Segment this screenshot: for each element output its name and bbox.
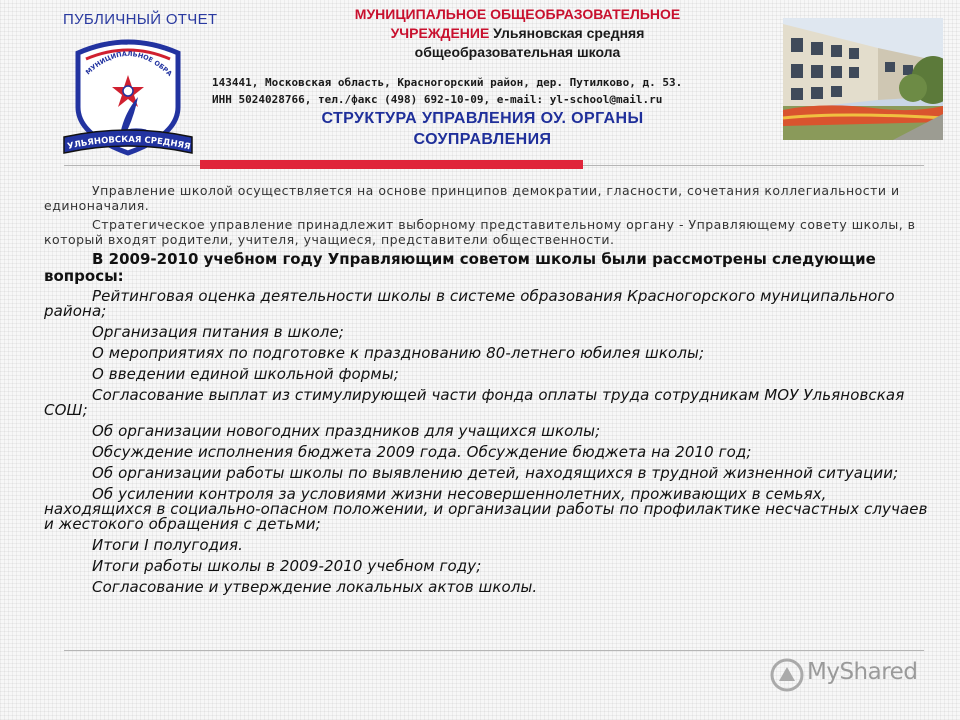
list-item: Согласование выплат из стимулирующей части фонда оплаты труда сотрудникам МОУ Ульяновская СОШ; xyxy=(44,386,905,419)
contact-address xyxy=(212,74,792,108)
org-title-line1: МУНИЦИПАЛЬНОЕ ОБЩЕОБРАЗОВАТЕЛЬНОЕ xyxy=(354,6,681,22)
list-item: О мероприятиях по подготовке к празднованию 80-летнего юбилея школы; xyxy=(92,344,705,362)
issues-heading: В 2009-2010 учебном году Управляющим советом школы были рассмотрены следующие вопросы: xyxy=(44,250,876,285)
list-item: Об усилении контроля за условиями жизни несовершеннолетних, проживающих в семьях, находящихся в социально-опасном положении, и организации работы по профилактике несчастных случаев и жестокого обращения с детьми; xyxy=(44,485,928,533)
list-item: Итоги работы школы в 2009-2010 учебном году; xyxy=(92,557,482,575)
list-item: Рейтинговая оценка деятельности школы в системе образования Красногорского муниципального района; xyxy=(44,287,895,320)
organization-title xyxy=(300,5,735,62)
svg-text:МУНИЦИПАЛЬНОЕ ОБРАЗОВАТЕЛЬНОЕ: МУНИЦИПАЛЬНОЕ ОБРА xyxy=(84,49,174,78)
accent-bar xyxy=(200,160,583,169)
school-building-photo xyxy=(783,18,943,140)
list-item: Об организации новогодних праздников для учащихся школы; xyxy=(92,422,601,440)
watermark-text: MyShared xyxy=(807,659,918,685)
list-item: Итоги I полугодия. xyxy=(92,536,243,554)
list-item: Обсуждение исполнения бюджета 2009 года. Обсуждение бюджета на 2010 год; xyxy=(92,443,752,461)
inn-contact-line: ИНН 5024028766, тел./факс (498) 692-10-09, e-mail: yl-school@mail.ru xyxy=(212,93,663,106)
school-emblem-logo xyxy=(58,35,198,160)
list-item: Об организации работы школы по выявлению детей, находящихся в трудной жизненной ситуации; xyxy=(92,464,899,482)
list-item: Согласование и утверждение локальных актов школы. xyxy=(92,578,538,596)
myshared-watermark xyxy=(769,657,929,693)
bottom-divider xyxy=(64,650,924,651)
org-title-line2: УЧРЕЖДЕНИЕ Ульяновская средняя xyxy=(390,25,645,41)
list-item: О введении единой школьной формы; xyxy=(92,365,399,383)
intro-paragraph: Управление школой осуществляется на основе принципов демократии, гласности, сочетания коллегиальности и единоначалия. xyxy=(44,183,900,213)
list-item: Организация питания в школе; xyxy=(92,323,344,341)
address-line: 143441, Московская область, Красногорский район, дер. Путилково, д. 53. xyxy=(212,76,683,89)
org-title-line3: общеобразовательная школа xyxy=(414,44,621,60)
myshared-logo-icon xyxy=(769,657,805,693)
document-body xyxy=(44,183,934,601)
public-report-label: ПУБЛИЧНЫЙ ОТЧЕТ xyxy=(63,11,218,28)
strategy-paragraph: Стратегическое управление принадлежит выборному представительному органу - Управляющему совету школы, в который входят родители, учителя, учащиеся, представители общественности. xyxy=(44,217,916,247)
issues-list xyxy=(44,289,934,595)
page-title: СТРУКТУРА УПРАВЛЕНИЯ ОУ. ОРГАНЫ СОУПРАВЛЕНИЯ xyxy=(321,110,644,148)
svg-text:УЛЬЯНОВСКАЯ СРЕДНЯЯ ШКОЛА: УЛЬЯНОВСКАЯ СРЕДНЯЯ xyxy=(66,134,192,153)
